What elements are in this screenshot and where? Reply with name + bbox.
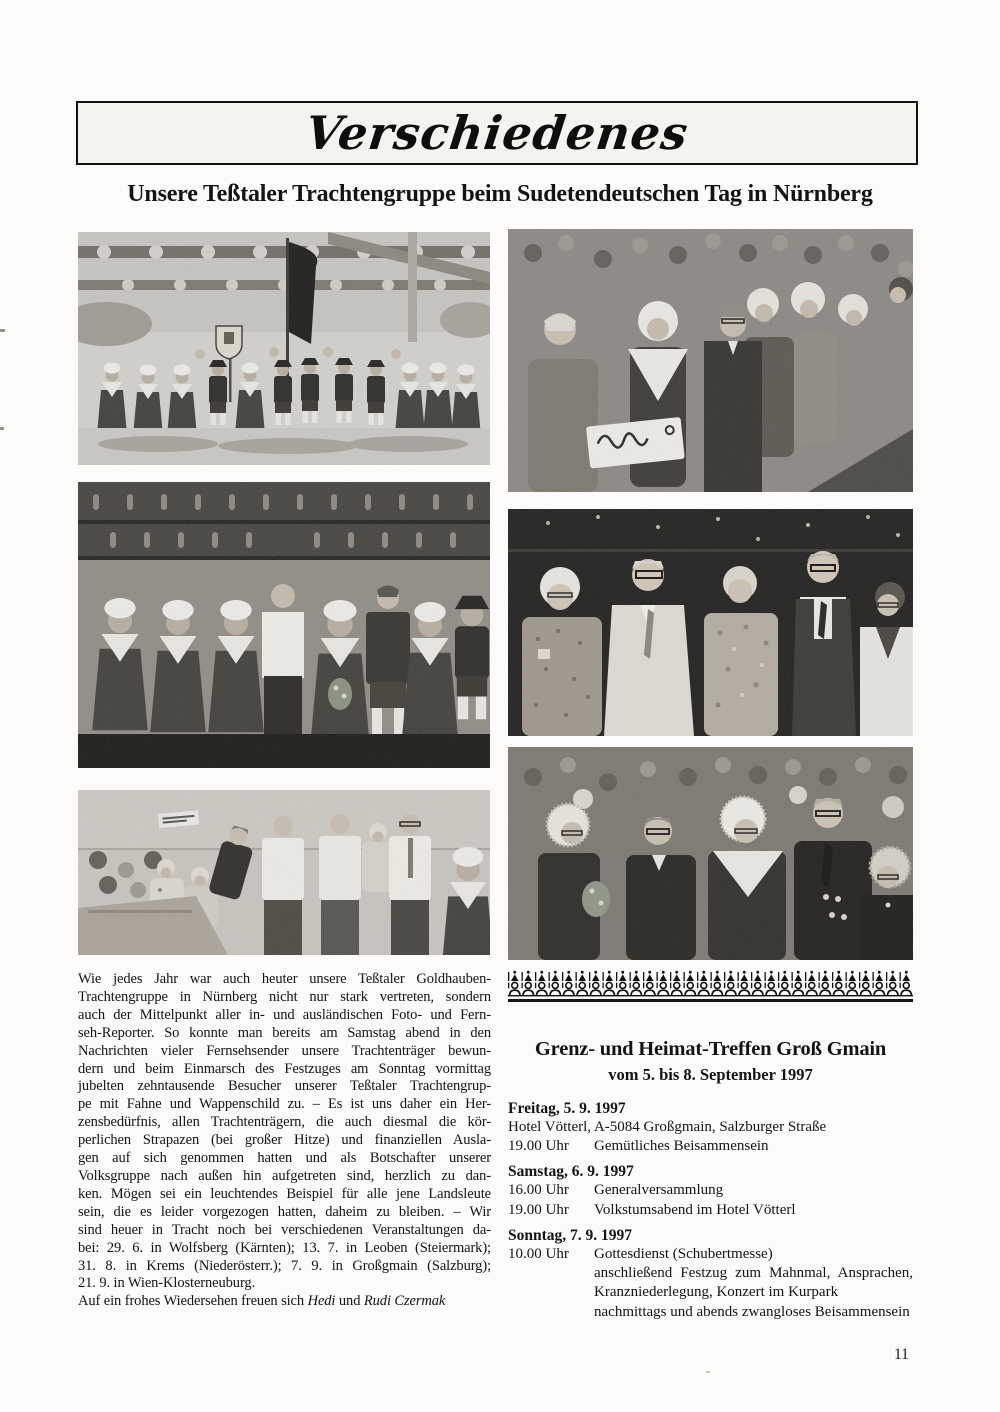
continuation-line: nachmittags und abends zwangloses Beisammensein xyxy=(594,1303,910,1320)
photo-crowd-medals xyxy=(508,747,913,960)
day-header: Freitag, 5. 9. 1997 xyxy=(508,1099,626,1117)
scan-artifact xyxy=(0,427,4,430)
schedule-row xyxy=(508,1245,913,1264)
body-line: gen auf sich genommen hatten und als Botschafter unserer xyxy=(78,1150,491,1167)
closing-prefix: Auf ein frohes Wiedersehen freuen sich xyxy=(78,1293,308,1310)
day-section-saturday xyxy=(508,1162,913,1220)
day-section-friday xyxy=(508,1099,913,1157)
continuation-line: anschließend Festzug zum Mahnmal, Ansprachen, xyxy=(594,1265,913,1282)
time-label: 16.00 Uhr xyxy=(508,1182,569,1199)
body-line: auch der Mittelpunkt aller in- und ausländischen Foto- und Fern- xyxy=(78,1006,491,1023)
page-number: 11 xyxy=(894,1346,909,1363)
masthead-box xyxy=(76,101,918,165)
body-line: zensbedürfnis, allen Trachtenträgern, die auch diesmal die kör- xyxy=(78,1114,491,1131)
article-title: Unsere Teßtaler Trachtengruppe beim Sudetendeutschen Tag in Nürnberg xyxy=(127,181,873,207)
event-subheading: vom 5. bis 8. September 1997 xyxy=(608,1064,813,1084)
time-label: 19.00 Uhr xyxy=(508,1138,569,1154)
body-line: dern und beim Einmarsch des Festzuges am Sonntag vormittag xyxy=(78,1060,491,1077)
ornamental-border xyxy=(508,970,913,997)
continuation-line: Kranzniederlegung, Konzert im Kurpark xyxy=(594,1284,839,1301)
event-text: Hotel Vötterl, A-5084 Großgmain, Salzburger Straße xyxy=(508,1118,827,1135)
closing-name-hedi: Hedi xyxy=(307,1293,336,1310)
closing-connector: und xyxy=(335,1293,364,1310)
article-body xyxy=(78,971,491,1311)
ornament-rule xyxy=(508,999,913,1002)
event-text: Volkstumsabend im Hotel Vötterl xyxy=(594,1201,796,1218)
closing-line xyxy=(78,1293,491,1311)
scan-artifact xyxy=(706,1371,710,1373)
event-text: Gemütliches Beisammensein xyxy=(594,1138,769,1154)
schedule-row xyxy=(508,1137,913,1156)
body-line: bei: 29. 6. in Wolfsberg (Kärnten); 13. 7. in Leoben (Steiermark); xyxy=(78,1239,491,1256)
photo-five-people xyxy=(508,509,913,736)
schedule-row xyxy=(508,1118,913,1137)
event-column xyxy=(508,970,913,1322)
time-label: 19.00 Uhr xyxy=(508,1201,569,1218)
closing-name-rudi: Rudi Czermak xyxy=(363,1293,446,1310)
body-line: Nachrichten vieler Fernsehsender unsere Trachtenträger bewun- xyxy=(78,1042,491,1059)
body-line: sein, die es leider vorgezogen hatten, daheim zu bleiben. – Wir xyxy=(78,1203,491,1220)
body-line: Wie jedes Jahr war auch heuter unsere Teßtaler Goldhauben- xyxy=(78,971,491,987)
body-line: seh-Reporter. So konnte man bereits am Samstag abend in den xyxy=(78,1024,491,1041)
event-text: Generalversammlung xyxy=(594,1182,724,1199)
body-line: pe mit Fahne und Wappenschild zu. – Es ist uns daher ein Her- xyxy=(78,1096,491,1113)
body-line: perlichen Strapazen (bei großer Hitze) und finanziellen Ausla- xyxy=(78,1132,491,1149)
body-line: sind heuer in Tracht noch bei verschiedenen Veranstaltungen da- xyxy=(78,1221,491,1238)
day-header: Sonntag, 7. 9. 1997 xyxy=(508,1226,633,1244)
body-line: jubelten zehntausende Besucher unserer Teßtaler Trachtengrup- xyxy=(78,1078,491,1095)
body-line: 31. 8. in Krems (Niederösterr.); 7. 9. in Großgmain (Salzburg); xyxy=(78,1257,491,1274)
scan-artifact xyxy=(0,329,5,332)
schedule-row xyxy=(508,1201,913,1220)
event-text: Gottesdienst (Schubertmesse) xyxy=(594,1246,773,1263)
body-line: ken. Mögen sei ein leuchtendes Beispiel für alle jene Landsleute xyxy=(78,1185,491,1202)
photo-audience-bonnets xyxy=(508,229,913,492)
photo-outdoor-costume-group xyxy=(78,232,490,465)
body-line: Trachtengruppe in Nürnberg nicht nur stark vertreten, sondern xyxy=(78,988,491,1005)
time-label: 10.00 Uhr xyxy=(508,1246,569,1263)
schedule-continuation xyxy=(594,1264,913,1322)
masthead-title: Verschiedenes xyxy=(302,106,692,160)
day-header: Samstag, 6. 9. 1997 xyxy=(508,1163,634,1181)
day-section-sunday xyxy=(508,1226,913,1322)
photo-hall-group xyxy=(78,790,490,955)
schedule-row xyxy=(508,1181,913,1200)
event-heading: Grenz- und Heimat-Treffen Groß Gmain xyxy=(534,1037,887,1060)
body-line: Volksgruppe nach außen hin aufgetreten sind, herzlich zu dan- xyxy=(78,1167,491,1184)
photo-indoor-group xyxy=(78,482,490,768)
body-line: 21. 9. in Wien-Klosterneuburg. xyxy=(78,1275,256,1292)
